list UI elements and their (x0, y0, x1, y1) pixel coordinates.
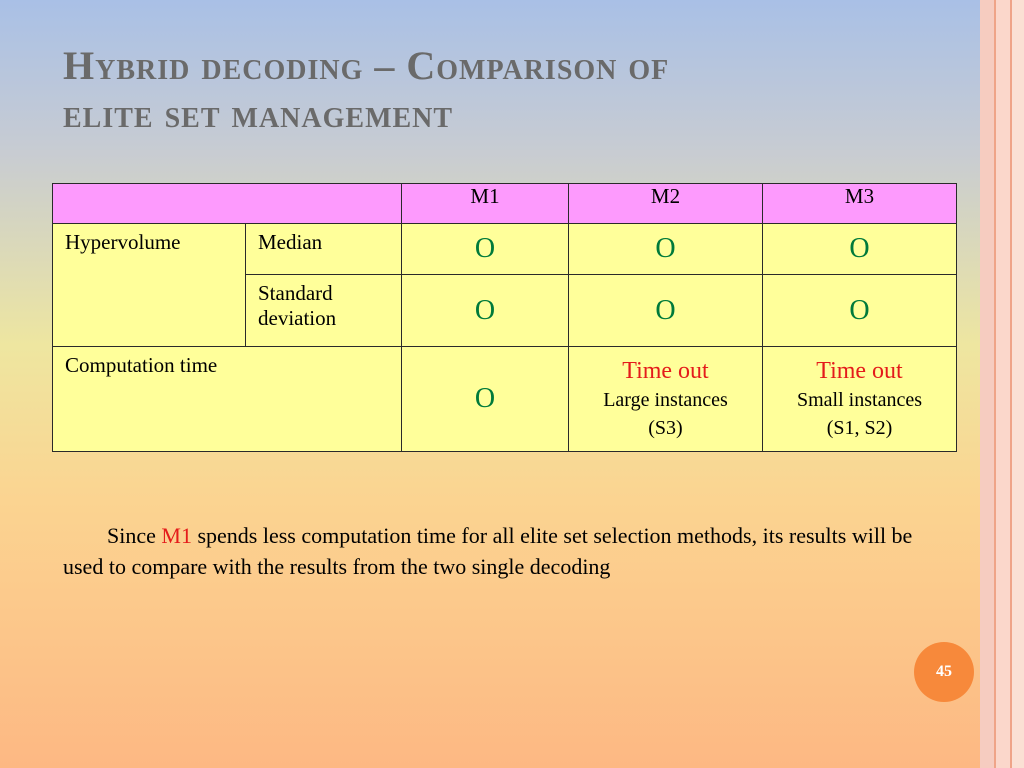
table-row-median (53, 224, 957, 275)
computation-m3-cell (763, 347, 957, 452)
conclusion-note (63, 520, 943, 582)
slide-title-line1: Hybrid decoding – Comparison of (63, 43, 670, 88)
row-label-median: Median (246, 224, 402, 275)
computation-m2-detail1: Large instances (603, 389, 728, 411)
computation-m3-status: Time out (816, 358, 903, 384)
computation-m3-detail1: Small instances (797, 389, 922, 411)
std-m1-mark: O (402, 275, 569, 347)
row-label-standard-deviation (246, 275, 402, 347)
std-label-line2: deviation (258, 306, 337, 330)
row-label-hypervolume: Hypervolume (53, 224, 246, 347)
column-header-m2: M2 (569, 184, 763, 224)
computation-m2-detail2: (S3) (648, 417, 683, 439)
std-label-line1: Standard (258, 281, 333, 305)
std-m2-mark: O (569, 275, 763, 347)
median-m1-mark: O (402, 224, 569, 275)
note-text-after: spends less computation time for all elite set selection methods, its results will be used to compare with the results from the two single decoding (63, 523, 913, 579)
decorative-side-stripe (980, 0, 1024, 768)
table-row-computation-time (53, 347, 957, 452)
column-header-m3: M3 (763, 184, 957, 224)
slide-title-line2: elite set management (63, 91, 454, 136)
comparison-table (52, 183, 957, 452)
median-m3-mark: O (763, 224, 957, 275)
slide-title (63, 42, 923, 138)
page-number-badge: 45 (914, 642, 974, 702)
computation-m1-mark: O (402, 347, 569, 452)
column-header-m1: M1 (402, 184, 569, 224)
computation-m3-detail2: (S1, S2) (826, 417, 893, 439)
note-highlight-m1: M1 (161, 523, 192, 548)
table-header-row (53, 184, 957, 224)
note-text-before: Since (107, 523, 162, 548)
computation-m2-status: Time out (622, 358, 709, 384)
header-empty-cell (53, 184, 402, 224)
row-label-computation-time: Computation time (53, 347, 402, 452)
std-m3-mark: O (763, 275, 957, 347)
median-m2-mark: O (569, 224, 763, 275)
computation-m2-cell (569, 347, 763, 452)
